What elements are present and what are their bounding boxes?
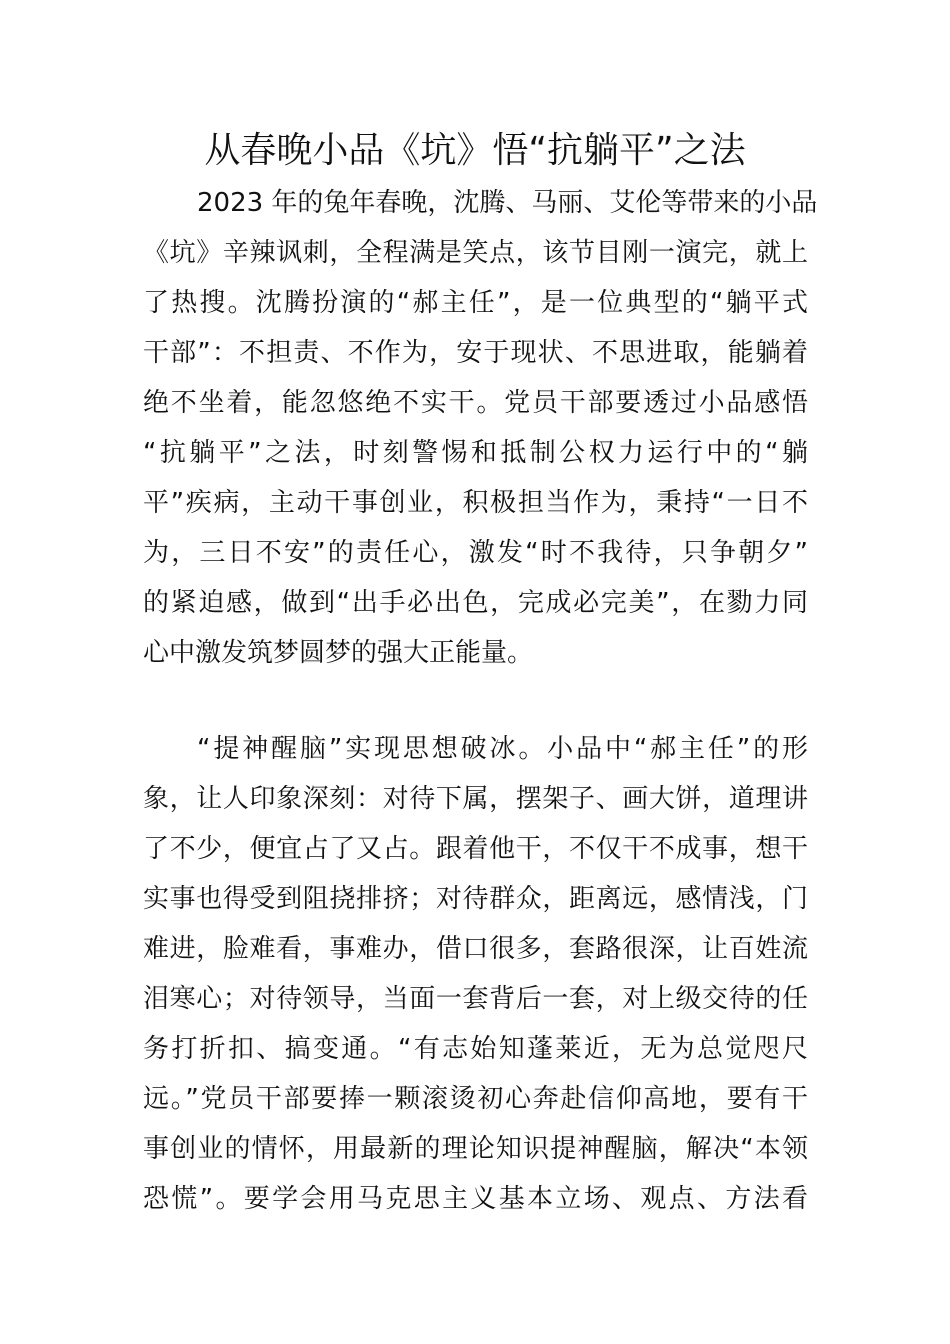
paragraph-line: 务打折扣、搞变通。“有志始知蓬莱近，无为总觉咫尺: [143, 1034, 808, 1064]
paragraph-line: 为，三日不安”的责任心，激发“时不我待，只争朝夕”: [143, 538, 808, 568]
paragraph-line: 泪寒心；对待领导，当面一套背后一套，对上级交待的任: [143, 984, 808, 1014]
paragraph-2: [143, 724, 808, 1224]
paragraph-line: “提神醒脑”实现思想破冰。小品中“郝主任”的形: [197, 734, 808, 764]
paragraph-line: 难进，脸难看，事难办，借口很多，套路很深，让百姓流: [143, 934, 808, 964]
paragraph-line: 远。”党员干部要捧一颗滚烫初心奔赴信仰高地，要有干: [143, 1084, 808, 1114]
paragraph-line: 事创业的情怀，用最新的理论知识提神醒脑，解决“本领: [143, 1134, 808, 1164]
paragraph-line: 2023 年的兔年春晚，沈腾、马丽、艾伦等带来的小品: [197, 188, 818, 218]
paragraph-line: 实事也得受到阻挠排挤；对待群众，距离远，感情浅，门: [143, 884, 808, 914]
paragraph-line: 平”疾病，主动干事创业，积极担当作为，秉持“一日不: [143, 488, 808, 518]
paragraph-line: “抗躺平”之法，时刻警惕和抵制公权力运行中的“躺: [143, 438, 808, 468]
paragraph-1: [143, 178, 818, 678]
paragraph-line: 了不少，便宜占了又占。跟着他干，不仅干不成事，想干: [143, 834, 808, 864]
paragraph-line: 的紧迫感，做到“出手必出色，完成必完美”，在勠力同: [143, 588, 808, 618]
paragraph-line: 干部”：不担责、不作为，安于现状、不思进取，能躺着: [143, 338, 808, 368]
paragraph-line: 心中激发筑梦圆梦的强大正能量。: [143, 638, 534, 668]
paragraph-line: 了热搜。沈腾扮演的“郝主任”，是一位典型的“躺平式: [143, 288, 808, 318]
paragraph-line: 象，让人印象深刻：对待下属，摆架子、画大饼，道理讲: [143, 784, 808, 814]
paragraph-line: 《坑》辛辣讽刺，全程满是笑点，该节目刚一演完，就上: [143, 238, 808, 268]
paragraph-line: 恐慌”。要学会用马克思主义基本立场、观点、方法看: [143, 1184, 808, 1214]
paragraph-line: 绝不坐着，能忽悠绝不实干。党员干部要透过小品感悟: [143, 388, 808, 418]
document-title: 从春晚小品《坑》悟“抗躺平”之法: [204, 130, 746, 171]
